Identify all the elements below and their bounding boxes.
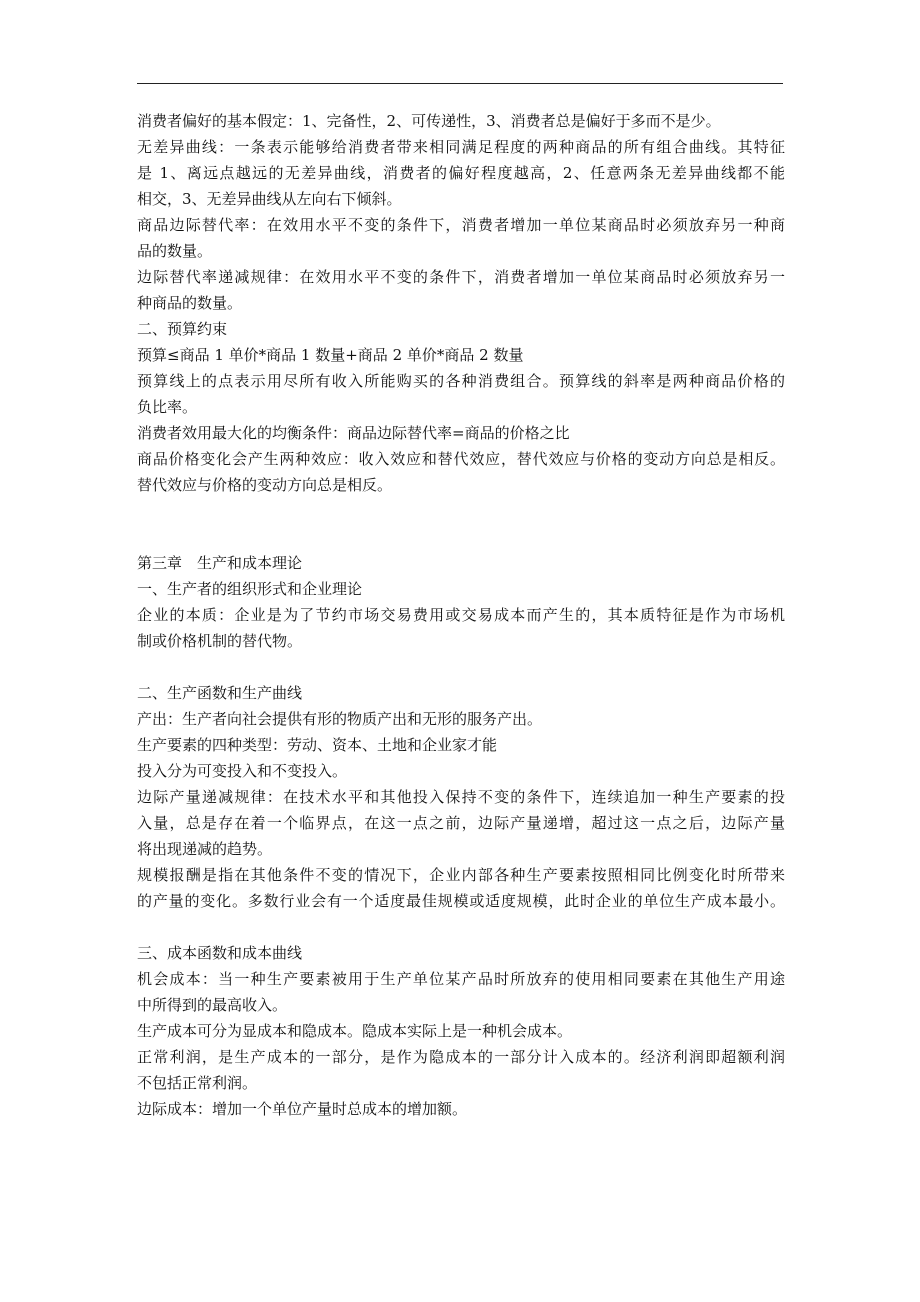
text-line: 将出现递减的趋势。 [137,840,273,858]
text-line: 负比率。 [137,398,198,416]
text-line: 企业的本质：企业是为了节约市场交易费用或交易成本而产生的，其本质特征是作为市场机 [137,606,785,624]
text-line: 相交，3、无差异曲线从左向右下倾斜。 [137,190,402,208]
text-line: 产出：生产者向社会提供有形的物质产出和无形的服务产出。 [137,710,543,728]
text-line: 入量，总是存在着一个临界点，在这一点之前，边际产量递增，超过这一点之后，边际产量 [137,814,785,832]
text-line: 制或价格机制的替代物。 [137,632,303,650]
blank-line [137,498,785,550]
text-line: 边际成本：增加一个单位产量时总成本的增加额。 [137,1100,468,1118]
text-line: 不包括正常利润。 [137,1074,258,1092]
text-line: 规模报酬是指在其他条件不变的情况下，企业内部各种生产要素按照相同比例变化时所带来 [137,866,785,884]
text-line: 二、生产函数和生产曲线 [137,684,303,702]
text-line: 消费者偏好的基本假定：1、完备性，2、可传递性，3、消费者总是偏好于多而不是少。 [137,112,721,130]
text-line: 商品价格变化会产生两种效应：收入效应和替代效应，替代效应与价格的变动方向总是相反。 [137,450,785,468]
text-line: 是 1、离远点越远的无差异曲线，消费者的偏好程度越高，2、任意两条无差异曲线都不能 [137,164,785,182]
text-line: 种商品的数量。 [137,294,243,312]
text-line: 生产要素的四种类型：劳动、资本、土地和企业家才能 [137,736,498,754]
blank-line [137,914,785,940]
text-line: 一、生产者的组织形式和企业理论 [137,580,363,598]
text-line: 边际产量递减规律：在技术水平和其他投入保持不变的条件下，连续追加一种生产要素的投 [137,788,785,806]
text-line: 第三章 生产和成本理论 [137,554,303,572]
text-line: 二、预算约束 [137,320,228,338]
text-line: 预算线上的点表示用尽所有收入所能购买的各种消费组合。预算线的斜率是两种商品价格的 [137,372,785,390]
text-line: 中所得到的最高收入。 [137,996,288,1014]
text-line: 预算≤商品 1 单价*商品 1 数量+商品 2 单价*商品 2 数量 [137,346,524,364]
text-line: 正常利润，是生产成本的一部分，是作为隐成本的一部分计入成本的。经济利润即超额利润 [137,1048,785,1066]
text-line: 边际替代率递减规律：在效用水平不变的条件下，消费者增加一单位某商品时必须放弃另一 [137,268,785,286]
text-line: 的产量的变化。多数行业会有一个适度最佳规模或适度规模，此时企业的单位生产成本最小。 [137,892,785,910]
text-line: 生产成本可分为显成本和隐成本。隐成本实际上是一种机会成本。 [137,1022,573,1040]
text-line: 三、成本函数和成本曲线 [137,944,303,962]
text-line: 机会成本：当一种生产要素被用于生产单位某产品时所放弃的使用相同要素在其他生产用途 [137,970,785,988]
text-line: 商品边际替代率：在效用水平不变的条件下，消费者增加一单位某商品时必须放弃另一种商 [137,216,785,234]
blank-line [137,654,785,680]
text-line: 品的数量。 [137,242,213,260]
text-line: 消费者效用最大化的均衡条件：商品边际替代率=商品的价格之比 [137,424,570,442]
text-line: 替代效应与价格的变动方向总是相反。 [137,476,393,494]
document-body [137,108,785,1122]
header-rule [137,83,783,84]
text-line: 无差异曲线：一条表示能够给消费者带来相同满足程度的两种商品的所有组合曲线。其特征 [137,138,785,156]
text-line: 投入分为可变投入和不变投入。 [137,762,348,780]
